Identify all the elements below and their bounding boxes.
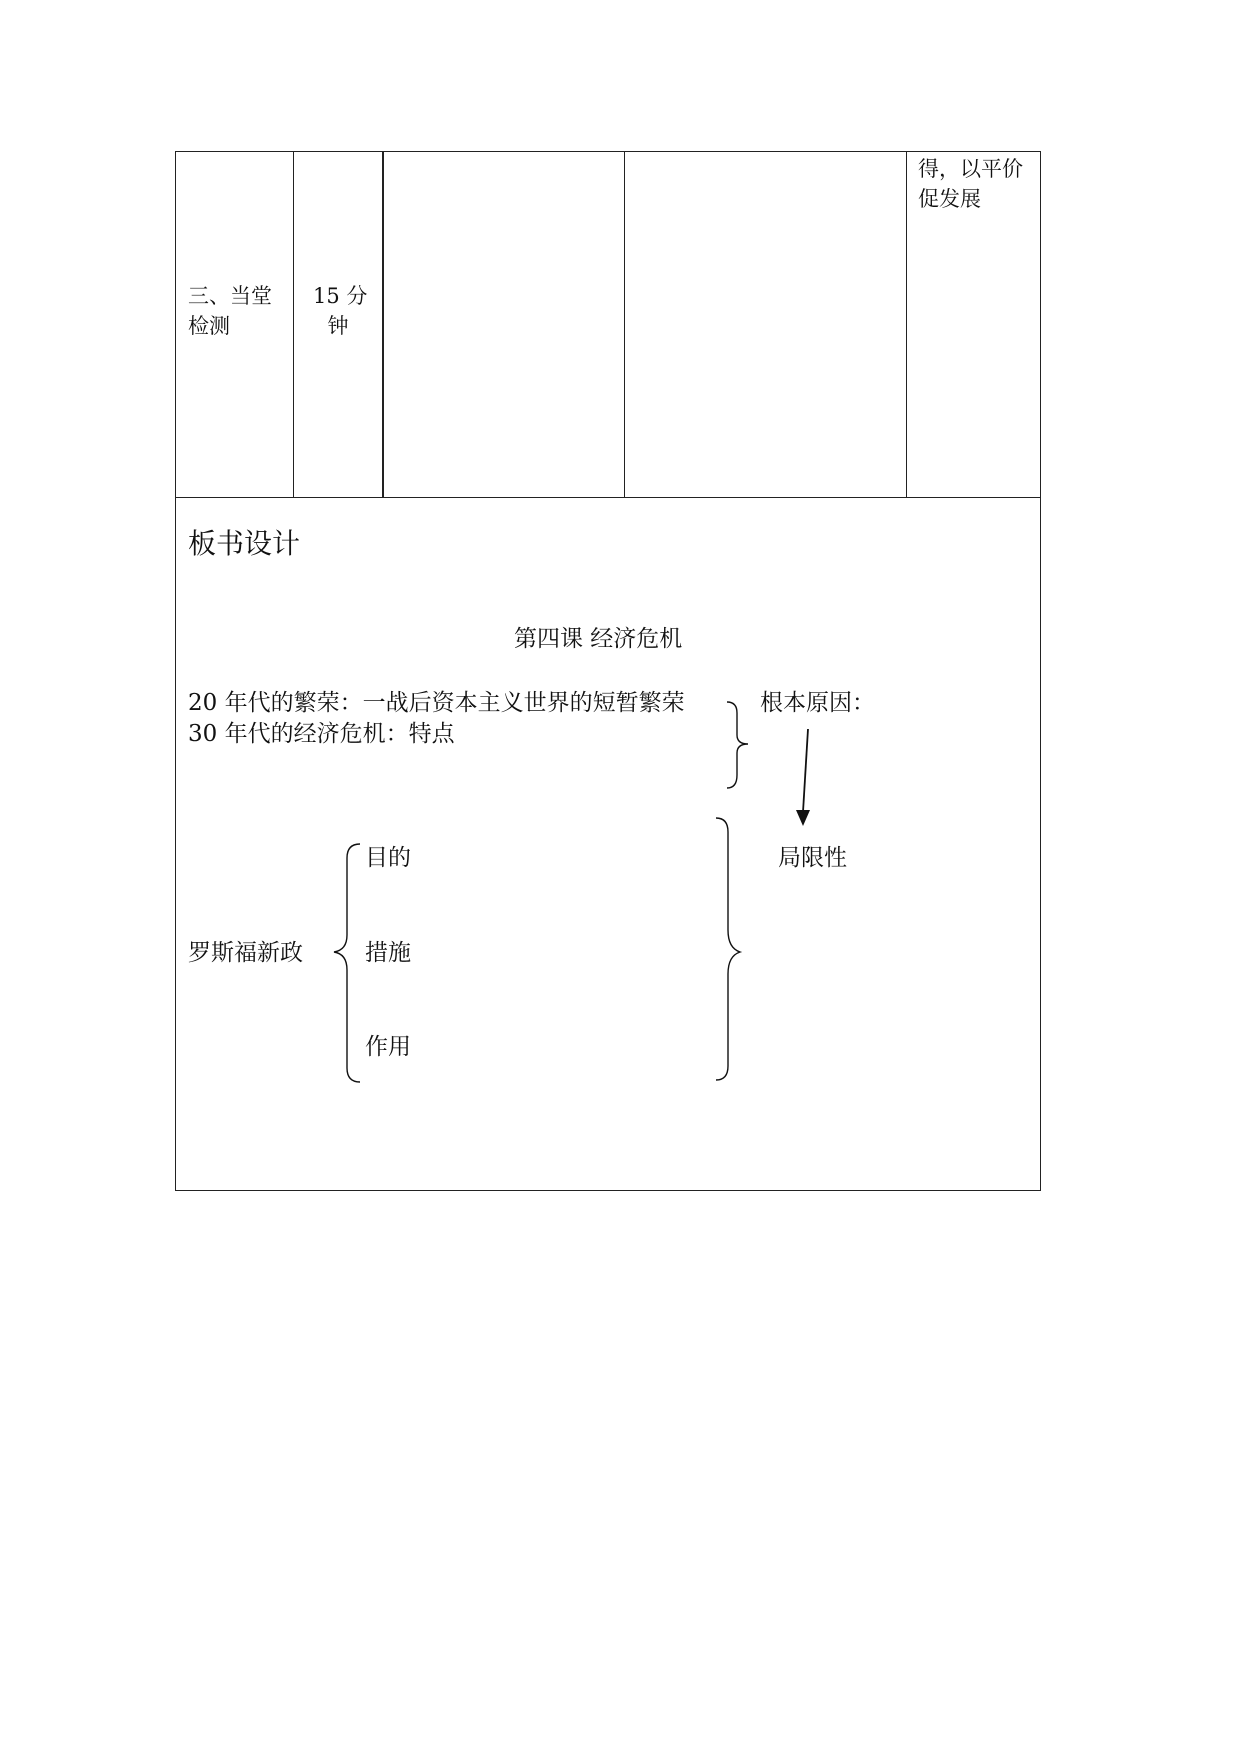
limitation-label: 局限性 [778, 845, 847, 871]
new-deal-item-measures: 措施 [365, 940, 411, 966]
note-line-2: 促发展 [918, 187, 981, 211]
arrow-head [796, 810, 810, 826]
line-30s-crisis: 30 年代的经济危机：特点 [188, 721, 455, 747]
stage-line-1: 三、当堂 [188, 284, 272, 308]
new-deal-label: 罗斯福新政 [188, 940, 303, 966]
line-20s-prosperity: 20 年代的繁荣：一战后资本主义世界的短暂繁荣 [188, 690, 685, 716]
right-brace-small [727, 702, 748, 788]
stage-line-2: 检测 [188, 314, 230, 338]
arrow-shaft [803, 729, 808, 812]
right-brace-large [716, 818, 740, 1080]
board-heading: 板书设计 [188, 527, 301, 560]
lesson-title: 第四课 经济危机 [514, 626, 683, 652]
root-cause-label: 根本原因： [760, 690, 875, 716]
left-brace-new-deal [334, 844, 360, 1082]
new-deal-item-effect: 作用 [365, 1034, 411, 1060]
time-line-2: 钟 [327, 314, 349, 338]
note-line-1: 得，以平价 [918, 157, 1023, 181]
time-line-1: 15 分 [313, 284, 368, 308]
new-deal-item-purpose: 目的 [365, 845, 411, 871]
